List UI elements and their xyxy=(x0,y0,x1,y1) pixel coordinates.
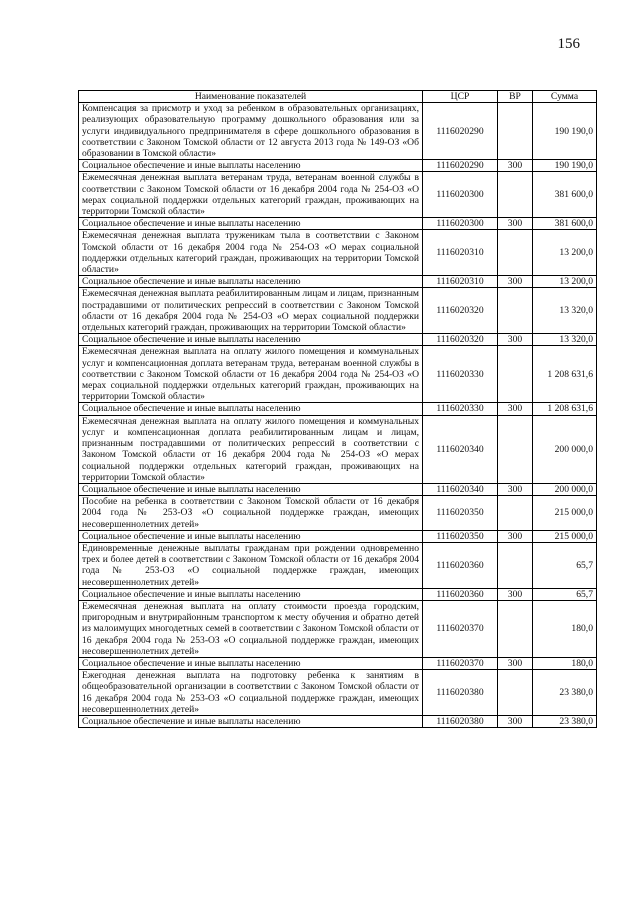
table-row xyxy=(79,588,597,600)
row-vr: 300 xyxy=(498,276,533,288)
row-csr: 1116020370 xyxy=(423,600,498,657)
row-sum: 200 000,0 xyxy=(533,415,597,483)
row-name: Ежемесячная денежная выплата реабилитированным лицам и лицам, признанным пострадавшими от политических репрессий в соответствии с Законом Томской области от 16 декабря 2004 года № 254-ОЗ «О мерах социальной поддержки отдельных категорий граждан, проживающих на территории Томской области» xyxy=(79,288,423,334)
row-sum: 13 320,0 xyxy=(533,334,597,346)
row-name: Ежемесячная денежная выплата на оплату жилого помещения и коммунальных услуг и компенсационная доплата реабилитированным лицам и лицам, признанным пострадавшими от политических репрессий в соответствии с Законом Томской области от 16 декабря 2004 года № 254-ОЗ «О мерах социальной поддержки отдельных категорий граждан, проживающих на территории Томской области» xyxy=(79,415,423,483)
page-number: 156 xyxy=(557,36,580,52)
table-row xyxy=(79,288,597,334)
row-name: Компенсация за присмотр и уход за ребенком в образовательных организациях, реализующих образовательную программу дошкольного образования или за услуги индивидуального предпринимателя в сфере дошкольного образования в соответствии с Законом Томской области от 12 августа 2013 года № 149-ОЗ «Об образовании в Томской области» xyxy=(79,103,423,160)
row-csr: 1116020380 xyxy=(423,715,498,727)
table-row xyxy=(79,230,597,276)
row-csr: 1116020350 xyxy=(423,496,498,531)
table-row xyxy=(79,530,597,542)
budget-table xyxy=(78,90,597,728)
row-sum: 381 600,0 xyxy=(533,218,597,230)
row-vr: 300 xyxy=(498,588,533,600)
row-sum: 65,7 xyxy=(533,542,597,588)
row-csr: 1116020290 xyxy=(423,103,498,160)
row-sum: 190 190,0 xyxy=(533,103,597,160)
row-name: Ежегодная денежная выплата на подготовку ребенка к занятиям в общеобразовательной организации в соответствии с Законом Томской области от 16 декабря 2004 года № 253-ОЗ «О социальной поддержке граждан, имеющих несовершеннолетних детей» xyxy=(79,670,423,716)
row-sum: 200 000,0 xyxy=(533,483,597,495)
row-name: Социальное обеспечение и иные выплаты населению xyxy=(79,218,423,230)
table-row xyxy=(79,276,597,288)
row-vr xyxy=(498,542,533,588)
row-csr: 1116020310 xyxy=(423,230,498,276)
row-name: Социальное обеспечение и иные выплаты населению xyxy=(79,657,423,669)
row-sum: 1 208 631,6 xyxy=(533,346,597,403)
row-csr: 1116020320 xyxy=(423,334,498,346)
header-csr: ЦСР xyxy=(423,91,498,103)
row-vr: 300 xyxy=(498,160,533,172)
row-name: Социальное обеспечение и иные выплаты населению xyxy=(79,160,423,172)
table-header-row xyxy=(79,91,597,103)
table-row xyxy=(79,346,597,403)
row-vr xyxy=(498,496,533,531)
row-csr: 1116020360 xyxy=(423,542,498,588)
row-sum: 215 000,0 xyxy=(533,496,597,531)
row-name: Ежемесячная денежная выплата на оплату жилого помещения и коммунальных услуг и компенсационная доплата ветеранам труда, ветеранам военной службы в соответствии с Законом Томской области от 16 декабря 2004 года № 254-ОЗ «О мерах социальной поддержки отдельных категорий граждан, проживающих на территории Томской области» xyxy=(79,346,423,403)
row-vr xyxy=(498,103,533,160)
row-sum: 13 200,0 xyxy=(533,276,597,288)
row-csr: 1116020340 xyxy=(423,415,498,483)
table-body xyxy=(79,103,597,728)
row-name: Ежемесячная денежная выплата ветеранам труда, ветеранам военной службы в соответствии с Законом Томской области от 16 декабря 2004 года № 254-ОЗ «О мерах социальной поддержки отдельных категорий граждан, проживающих на территории Томской области» xyxy=(79,172,423,218)
table-row xyxy=(79,483,597,495)
table-row xyxy=(79,218,597,230)
row-csr: 1116020330 xyxy=(423,346,498,403)
table-row xyxy=(79,496,597,531)
row-vr xyxy=(498,172,533,218)
row-vr xyxy=(498,670,533,716)
row-sum: 23 380,0 xyxy=(533,715,597,727)
row-csr: 1116020370 xyxy=(423,657,498,669)
row-vr xyxy=(498,600,533,657)
row-vr xyxy=(498,346,533,403)
header-name: Наименование показателей xyxy=(79,91,423,103)
table-row xyxy=(79,160,597,172)
table-row xyxy=(79,542,597,588)
row-name: Ежемесячная денежная выплата труженикам тыла в соответствии с Законом Томской области от 16 декабря 2004 года № 254-ОЗ «О мерах социальной поддержки отдельных категорий граждан, проживающих на территории Томской области» xyxy=(79,230,423,276)
row-sum: 23 380,0 xyxy=(533,670,597,716)
row-name: Социальное обеспечение и иные выплаты населению xyxy=(79,530,423,542)
row-vr xyxy=(498,288,533,334)
row-sum: 180,0 xyxy=(533,657,597,669)
row-vr: 300 xyxy=(498,715,533,727)
row-name: Единовременные денежные выплаты гражданам при рождении одновременно трех и более детей в соответствии с Законом Томской области от 16 декабря 2004 года № 253-ОЗ «О социальной поддержке граждан, имеющих несовершеннолетних детей» xyxy=(79,542,423,588)
row-name: Пособие на ребенка в соответствии с Законом Томской области от 16 декабря 2004 года № 253-ОЗ «О социальной поддержке граждан, имеющих несовершеннолетних детей» xyxy=(79,496,423,531)
table-row xyxy=(79,403,597,415)
header-vr: ВР xyxy=(498,91,533,103)
table-row xyxy=(79,334,597,346)
row-vr: 300 xyxy=(498,334,533,346)
row-vr: 300 xyxy=(498,483,533,495)
row-vr: 300 xyxy=(498,657,533,669)
row-sum: 381 600,0 xyxy=(533,172,597,218)
row-csr: 1116020350 xyxy=(423,530,498,542)
row-csr: 1116020290 xyxy=(423,160,498,172)
row-sum: 13 320,0 xyxy=(533,288,597,334)
row-sum: 1 208 631,6 xyxy=(533,403,597,415)
row-name: Социальное обеспечение и иные выплаты населению xyxy=(79,403,423,415)
table-row xyxy=(79,172,597,218)
row-csr: 1116020360 xyxy=(423,588,498,600)
row-name: Социальное обеспечение и иные выплаты населению xyxy=(79,276,423,288)
row-sum: 215 000,0 xyxy=(533,530,597,542)
table-row xyxy=(79,657,597,669)
row-csr: 1116020330 xyxy=(423,403,498,415)
row-name: Социальное обеспечение и иные выплаты населению xyxy=(79,334,423,346)
row-sum: 65,7 xyxy=(533,588,597,600)
row-sum: 190 190,0 xyxy=(533,160,597,172)
row-sum: 180,0 xyxy=(533,600,597,657)
row-vr xyxy=(498,230,533,276)
row-csr: 1116020380 xyxy=(423,670,498,716)
table-row xyxy=(79,103,597,160)
row-csr: 1116020300 xyxy=(423,172,498,218)
row-vr xyxy=(498,415,533,483)
row-vr: 300 xyxy=(498,403,533,415)
header-sum: Сумма xyxy=(533,91,597,103)
row-csr: 1116020320 xyxy=(423,288,498,334)
row-name: Ежемесячная денежная выплата на оплату стоимости проезда городским, пригородным и внутрирайонным транспортом к месту обучения и обратно детей из малоимущих многодетных семей в соответствии с Законом Томской области от 16 декабря 2004 года № 253-ОЗ «О социальной поддержке граждан, имеющих несовершеннолетних детей» xyxy=(79,600,423,657)
table-row xyxy=(79,600,597,657)
row-csr: 1116020300 xyxy=(423,218,498,230)
row-name: Социальное обеспечение и иные выплаты населению xyxy=(79,483,423,495)
table-row xyxy=(79,670,597,716)
row-name: Социальное обеспечение и иные выплаты населению xyxy=(79,715,423,727)
row-sum: 13 200,0 xyxy=(533,230,597,276)
row-vr: 300 xyxy=(498,218,533,230)
row-vr: 300 xyxy=(498,530,533,542)
row-csr: 1116020340 xyxy=(423,483,498,495)
table-row xyxy=(79,715,597,727)
table-row xyxy=(79,415,597,483)
row-name: Социальное обеспечение и иные выплаты населению xyxy=(79,588,423,600)
row-csr: 1116020310 xyxy=(423,276,498,288)
